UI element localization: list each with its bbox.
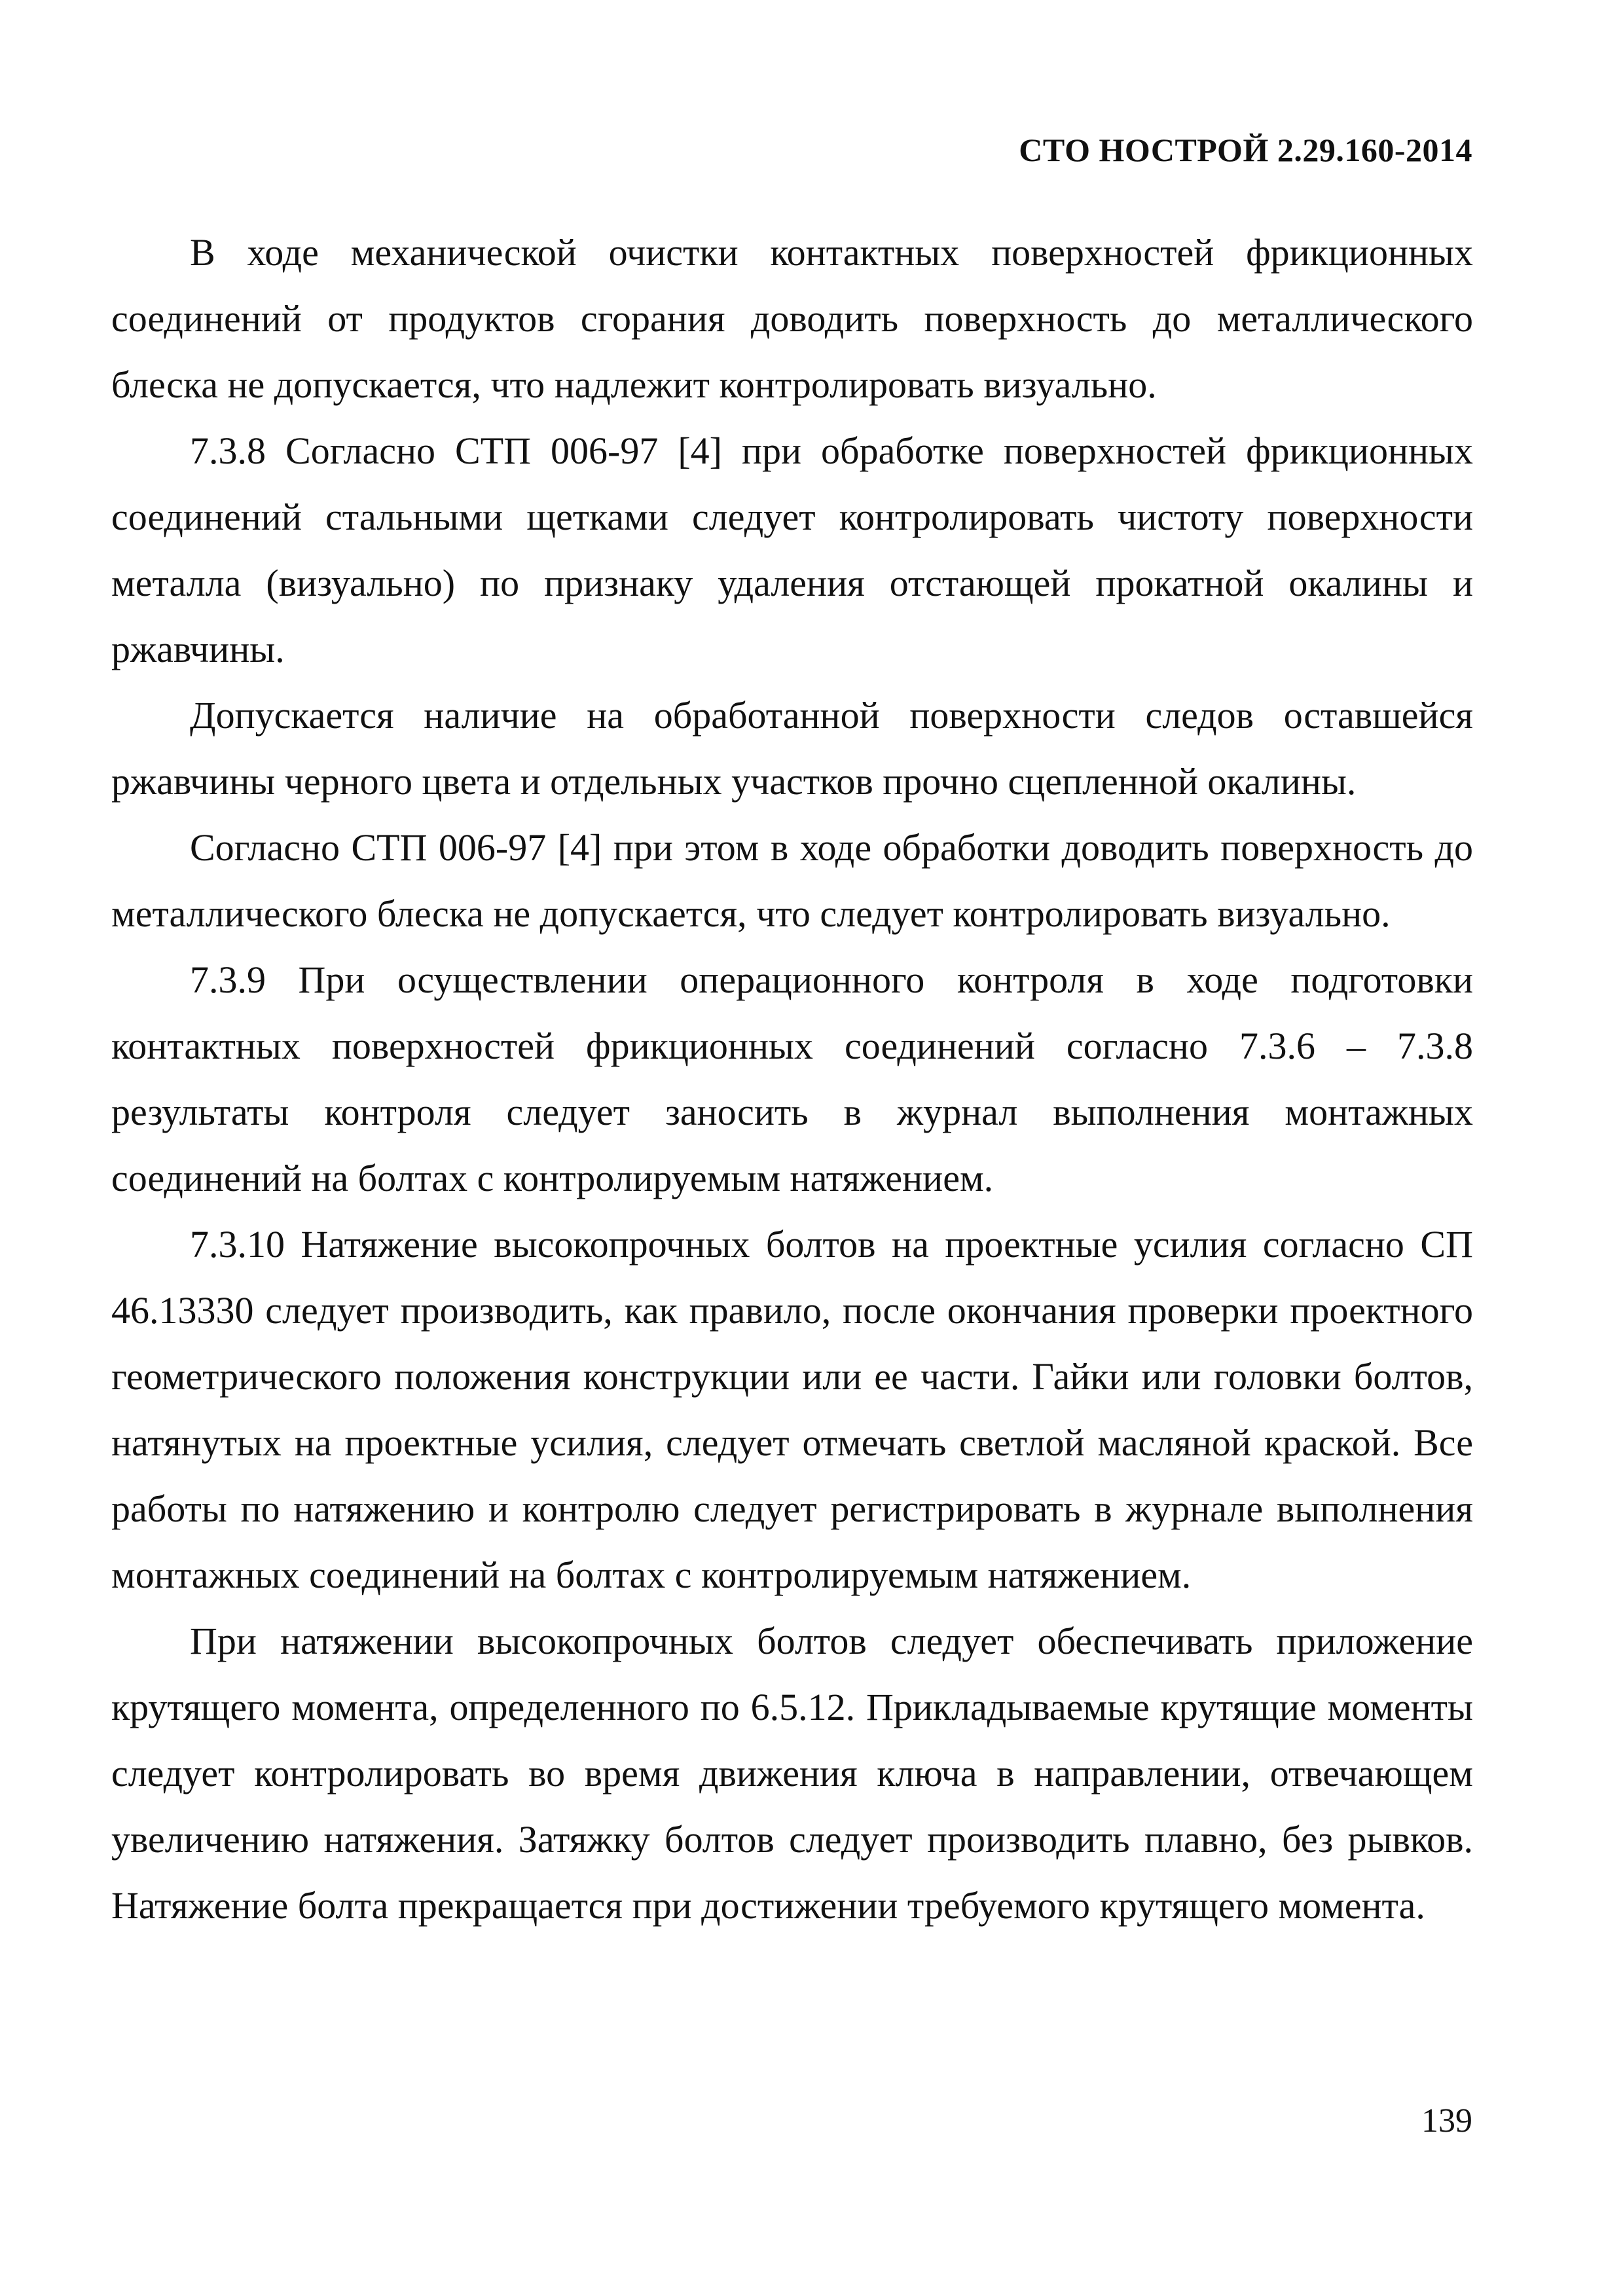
body-text: [111, 219, 1473, 1939]
page-number: 139: [1421, 2102, 1472, 2140]
paragraph-stp-metal-shine: Согласно СТП 006-97 [4] при этом в ходе обработки доводить поверхность до металлического блеска не допускается, что следует контролировать визуально.: [111, 826, 1473, 935]
paragraph-7-3-10: 7.3.10 Натяжение высокопрочных болтов на проектные усилия согласно СП 46.13330 следует производить, как правило, после окончания проверки проектного геометрического положения конструкции или ее части. Гайки или головки болтов, натянутых на проектные усилия, следует отмечать светлой масляной краской. Все работы по натяжению и контролю следует регистрировать в журнале выполнения монтажных соединений на болтах с контролируемым натяжением.: [111, 1223, 1473, 1596]
paragraph-7-3-9: 7.3.9 При осуществлении операционного контроля в ходе подготовки контактных поверхностей фрикционных соединений согласно 7.3.6 – 7.3.8 результаты контроля следует заносить в журнал выполнения монтажных соединений на болтах с контролируемым натяжением.: [111, 958, 1473, 1199]
document-code-header: СТО НОСТРОЙ 2.29.160-2014: [1019, 132, 1472, 168]
paragraph-7-3-8: 7.3.8 Согласно СТП 006-97 [4] при обработке поверхностей фрикционных соединений стальными щетками следует контролировать чистоту поверхности металла (визуально) по признаку удаления отстающей прокатной окалины и ржавчины.: [111, 429, 1473, 670]
paragraph-torque: При натяжении высокопрочных болтов следует обеспечивать приложение крутящего момента, определенного по 6.5.12. Прикладываемые крутящие моменты следует контролировать во время движения ключа в направлении, отвечающем увеличению натяжения. Затяжку болтов следует производить плавно, без рывков. Натяжение болта прекращается при достижении требуемого крутящего момента.: [111, 1620, 1473, 1927]
paragraph-permitted-residue: Допускается наличие на обработанной поверхности следов оставшейся ржавчины черного цвета и отдельных участков прочно сцепленной окалины.: [111, 694, 1473, 803]
paragraph-cleaning-note: В ходе механической очистки контактных поверхностей фрикционных соединений от продуктов сгорания доводить поверхность до металлического блеска не допускается, что надлежит контролировать визуально.: [111, 231, 1473, 406]
